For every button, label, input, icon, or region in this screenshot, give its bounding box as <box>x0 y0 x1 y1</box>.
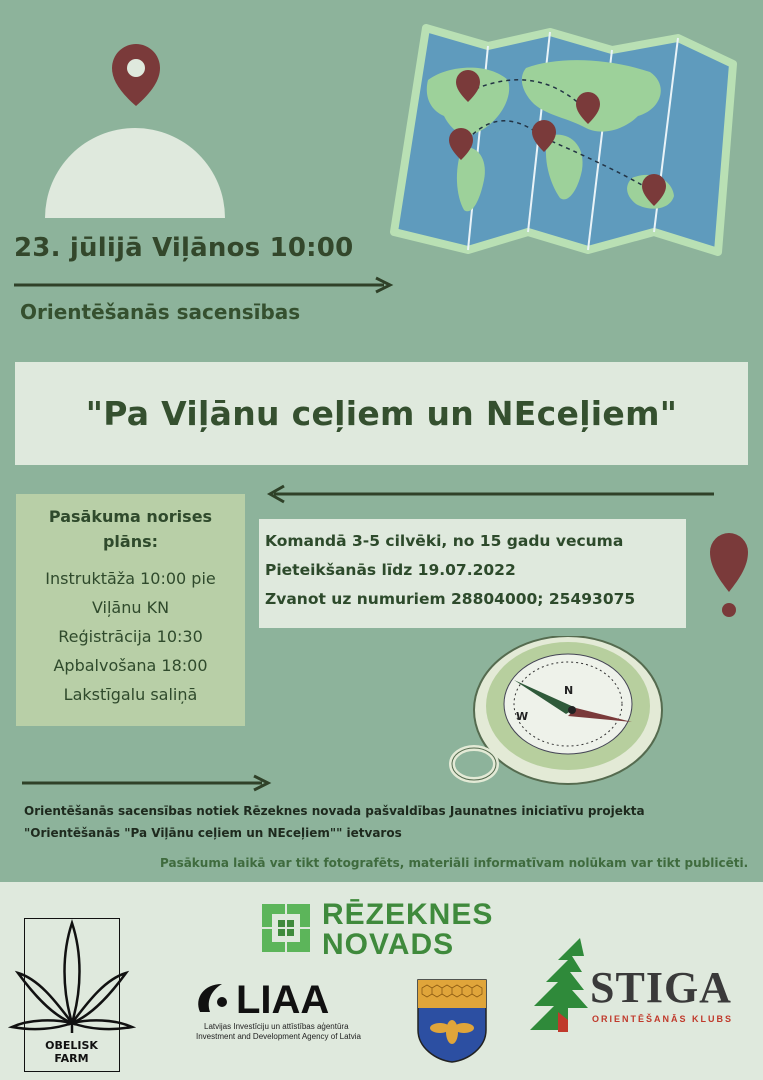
world-map-icon <box>388 20 738 260</box>
obelisk-name-line1: OBELISK <box>45 1039 98 1052</box>
coat-of-arms <box>416 978 488 1068</box>
compass-north-label: N <box>564 684 574 697</box>
exclamation-icon <box>706 528 752 620</box>
plan-heading-line1: Pasākuma norises <box>48 507 213 526</box>
obelisk-name-line2: FARM <box>54 1052 89 1065</box>
project-note <box>24 800 744 844</box>
compass-west-label: W <box>516 710 529 723</box>
arrow-right-icon <box>22 774 274 792</box>
location-pin-icon <box>40 40 230 220</box>
info-line-team: Komandā 3-5 cilvēki, no 15 gadu vecuma <box>265 532 624 550</box>
event-date: 23. jūlijā Viļānos 10:00 <box>14 233 354 263</box>
info-line-phone: Zvanot uz numuriem 28804000; 25493075 <box>265 590 636 608</box>
sponsor-footer <box>0 882 763 1080</box>
rezeknes-line1: RĒZEKNES <box>322 898 494 931</box>
compass <box>448 636 663 790</box>
plan-heading-line2: plāns: <box>102 532 159 551</box>
plan-item: Viļānu KN <box>91 598 170 617</box>
world-map <box>388 20 738 260</box>
liaa-name: LIAA <box>236 978 330 1022</box>
info-line-registration: Pieteikšanās līdz 19.07.2022 <box>265 561 516 579</box>
obelisk-farm-logo <box>24 918 120 1072</box>
stiga-sub: ORIENTĒŠANĀS KLUBS <box>592 1014 734 1024</box>
plan-panel <box>16 494 245 726</box>
event-subtitle: Orientēšanās sacensības <box>20 300 301 324</box>
event-title: "Pa Viļānu ceļiem un NEceļiem" <box>85 394 678 433</box>
plan-item: Apbalvošana 18:00 <box>53 656 208 675</box>
liaa-sub2: Investment and Development Agency of Latvia <box>196 1032 361 1041</box>
location-pin-dome <box>40 40 230 220</box>
stiga-name: STIGA <box>590 963 732 1012</box>
liaa-sub1: Latvijas Investīciju un attīstības aģentūra <box>204 1022 349 1031</box>
rezeknes-emblem-icon <box>260 902 312 954</box>
liaa-swoosh-icon <box>192 980 242 1020</box>
arrow-right-top <box>14 276 398 298</box>
fir-tree-icon <box>528 938 594 1034</box>
plan-item: Instruktāža 10:00 pie <box>45 569 216 588</box>
info-panel <box>259 519 686 628</box>
plan-item: Lakstīgalu saliņā <box>63 685 198 704</box>
event-title-box <box>15 362 748 465</box>
rezeknes-line2: NOVADS <box>322 928 455 961</box>
photo-notice: Pasākuma laikā var tikt fotografēts, materiāli informatīvam nolūkam var tikt publicēti. <box>160 856 749 870</box>
arrow-right-icon <box>14 276 398 294</box>
arrow-left-middle <box>266 484 716 508</box>
project-note-line2: "Orientēšanās "Pa Viļānu ceļiem un NEceļiem"" ietvaros <box>24 826 402 840</box>
project-note-line1: Orientēšanās sacensības notiek Rēzeknes novada pašvaldības Jaunatnes iniciatīvu projekta <box>24 804 645 818</box>
exclamation-mark <box>706 528 752 624</box>
compass-icon <box>448 636 663 786</box>
plan-item: Reģistrācija 10:30 <box>58 627 203 646</box>
coat-of-arms-icon <box>416 978 488 1064</box>
arrow-left-icon <box>266 484 716 504</box>
cannabis-leaf-icon <box>8 919 136 1035</box>
arrow-right-bottom <box>22 774 274 796</box>
